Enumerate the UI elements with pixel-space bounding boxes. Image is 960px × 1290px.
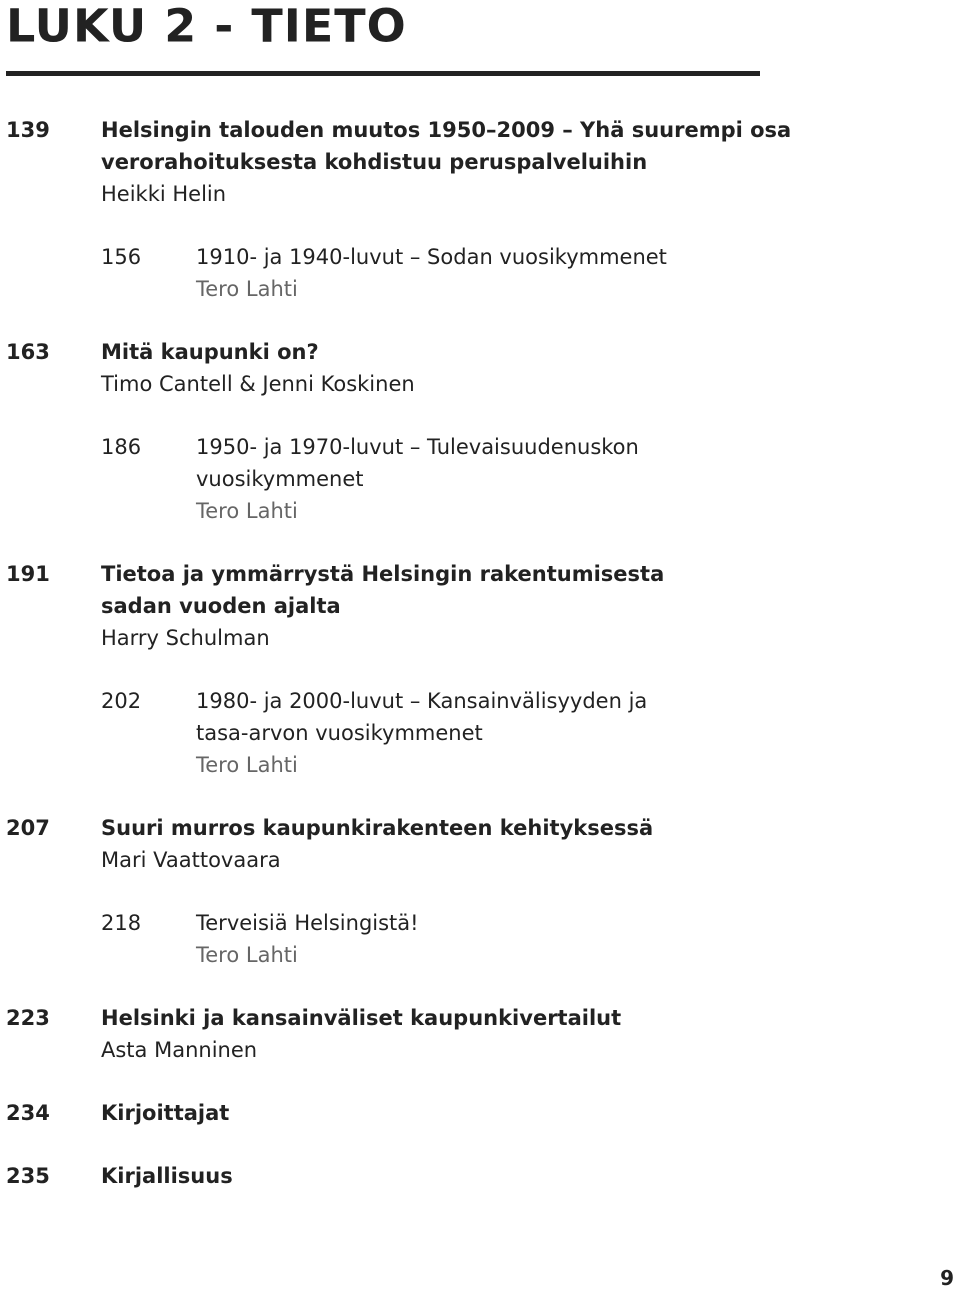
- title-rule: [6, 71, 760, 76]
- chapter-title: LUKU 2 - TIETO: [6, 0, 407, 53]
- toc-title-line: Suuri murros kaupunkirakenteen kehityksessä: [101, 816, 654, 840]
- toc-title-line: Terveisiä Helsingistä!: [196, 911, 419, 935]
- toc-page-number: 235: [6, 1164, 50, 1188]
- toc-author: Heikki Helin: [101, 182, 227, 206]
- toc-title-line: Helsinki ja kansainväliset kaupunkivertailut: [101, 1006, 622, 1030]
- toc-page-number: 207: [6, 816, 50, 840]
- toc-title-line: vuosikymmenet: [196, 467, 364, 491]
- toc-title-line: sadan vuoden ajalta: [101, 594, 341, 618]
- toc-page-number: 202: [101, 689, 142, 713]
- toc-author: Tero Lahti: [196, 753, 298, 777]
- toc-page-number: 218: [101, 911, 142, 935]
- toc-author: Mari Vaattovaara: [101, 848, 281, 872]
- page-number: 9: [940, 1266, 954, 1290]
- toc-author: Tero Lahti: [196, 277, 298, 301]
- toc-page-number: 191: [6, 562, 50, 586]
- toc-author: Timo Cantell & Jenni Koskinen: [101, 372, 415, 396]
- toc-author: Tero Lahti: [196, 943, 298, 967]
- toc-page-number: 234: [6, 1101, 50, 1125]
- toc-title-line: Tietoa ja ymmärrystä Helsingin rakentumisesta: [101, 562, 665, 586]
- toc-title-line: Helsingin talouden muutos 1950–2009 – Yhä suurempi osa: [101, 118, 792, 142]
- toc-author: Harry Schulman: [101, 626, 270, 650]
- toc-title-line: 1950- ja 1970-luvut – Tulevaisuudenuskon: [196, 435, 639, 459]
- toc-title-line: verorahoituksesta kohdistuu peruspalveluihin: [101, 150, 648, 174]
- toc-page-number: 139: [6, 118, 50, 142]
- toc-title-line: 1980- ja 2000-luvut – Kansainvälisyyden ja: [196, 689, 648, 713]
- toc-title-line: Mitä kaupunki on?: [101, 340, 319, 364]
- toc-page-number: 186: [101, 435, 142, 459]
- toc-title-line: 1910- ja 1940-luvut – Sodan vuosikymmenet: [196, 245, 667, 269]
- toc-title-line: Kirjallisuus: [101, 1164, 233, 1188]
- toc-page-number: 156: [101, 245, 142, 269]
- toc-author: Tero Lahti: [196, 499, 298, 523]
- toc-page-number: 223: [6, 1006, 50, 1030]
- toc-title-line: Kirjoittajat: [101, 1101, 230, 1125]
- toc-author: Asta Manninen: [101, 1038, 258, 1062]
- toc-title-line: tasa-arvon vuosikymmenet: [196, 721, 483, 745]
- toc-page-number: 163: [6, 340, 50, 364]
